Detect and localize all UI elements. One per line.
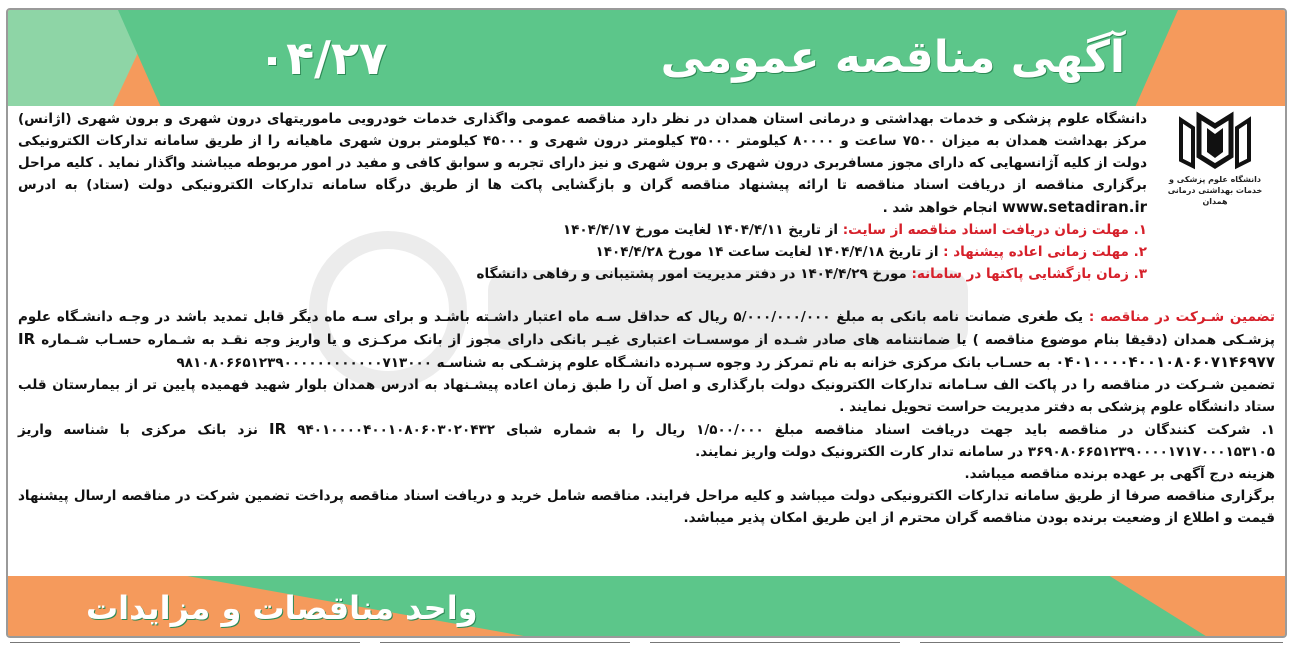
item-text: مورخ ۱۴۰۴/۴/۲۹ در دفتر مدیریت امور پشتیبانی و رفاهی دانشگاه	[476, 266, 907, 282]
item-label: ۲. مهلت زمانی اعاده پیشنهاد :	[943, 244, 1147, 260]
ad-code: ۰۴/۲۷	[258, 31, 388, 85]
fee-paragraph	[18, 418, 1275, 463]
note-line: هزینه درج آگهی بر عهده برنده مناقصه میباشد.	[964, 466, 1275, 482]
intro-text: دانشگاه علوم پزشکی و خدمات بهداشتی و درمانی استان همدان در نظر دارد مناقصه عمومی واگذاری خدمات خودرویی ماموریتهای درون شهری و برون شهری (اژانس) مرکز بهداشت همدان به میزان ۷۵۰۰ ساعت و ۸۰۰۰۰ کیلومتر ۳۵۰۰۰ کیلومتر درون شهری و ۴۵۰۰۰ کیلومتر برون شهری ماهیانه را از طریق سامانه تدارکات الکترونیکی دولت از کلیه آژانسهایی که دارای مجوز مسافربری درون شهری و برون شهری و نیز دارای تجربه و سوابق کافی و مفید در امور مربوطه میباشند واگذار نماید . کلیه مراحل برگزاری مناقصه از دریافت اسناد مناقصه تا ارائه پیشنهاد مناقصه گران و بازگشایی پاکت ها از طریق درگاه سامانه تدارکات الکترونیکی دولت (ستاد) به ادرس	[18, 111, 1147, 193]
fee-ir: IR	[269, 420, 287, 438]
setad-url-link[interactable]: www.setadiran.ir	[1001, 198, 1147, 216]
delivery-paragraph: تضمین شـرکت در مناقصه را در پاکت الف سـامانه تدارکات الکترونیک دولت بارگذاری و اصل آن را طبق زمان اعاده پیشـنهاد به ادرس همدان بلوار شهید فهمیده پایین تر از بیمارستان قلب ستاد دانشگاه علوم پزشکی به دفتر مدیریت حراست تحویل نمایند .	[18, 377, 1275, 415]
list-item	[18, 263, 1147, 285]
item-text: از تاریخ ۱۴۰۴/۴/۱۸ لغایت ساعت ۱۴ مورخ ۱۴۰۴/۴/۲۸	[595, 244, 939, 260]
guarantee-paragraph	[18, 306, 1275, 374]
intro-tail: انجام خواهد شد .	[882, 200, 998, 216]
item-text: از تاریخ ۱۴۰۴/۴/۱۱ لغایت مورخ ۱۴۰۴/۴/۱۷	[562, 222, 839, 238]
divider	[10, 642, 360, 643]
note-line: برگزاری مناقصه صرفا از طریق سامانه تدارکات الکترونیکی دولت میباشد و کلیه مراحل فرایند. مناقصه شامل خرید و دریافت اسناد مناقصه پرداخت تضمین شرکت در مناقصه ارسال پیشنهاد قیمت و اطلاع از وضعیت برنده بودن مناقصه گران محترم از این طریق امکان پذیر میباشد.	[18, 488, 1275, 526]
item-label: ۱. مهلت زمان دریافت اسناد مناقصه از سایت:	[842, 222, 1147, 238]
university-logo-icon	[1177, 110, 1253, 172]
intro-paragraph	[18, 108, 1147, 219]
account-code: IR ۰۴۰۱۰۰۰۰۴۰۰۱۰۸۰۶۰۷۱۴۶۹۷۷	[18, 330, 1275, 371]
item-label: ۳. زمان بازگشایی پاکتها در سامانه:	[911, 266, 1147, 282]
list-item	[18, 219, 1147, 241]
logo-caption-line2: خدمات بهداشتی درمانی همدان	[1167, 186, 1263, 206]
advertisement-frame	[6, 8, 1287, 638]
guarantee-text: یک طغری ضمانت نامه بانکی به مبلغ ۵/۰۰۰/۰۰۰/۰۰۰ ریال که حداقل سـه ماه اعتبار داشـته باشـد و برای سـه ماه دیگر قابل تمدید باشد در وجـه دانشـگاه علوم پزشـکی همدان (دقیقا بنام موضوع مناقصه ) یا ضمانتنامه های صادر شـده از موسسـات اعتباری غیـر بانکی دارای مجوز از بانک مرکـزی و یا واریز وجه نقـد به شـماره حسـاب شـماره	[18, 309, 1275, 348]
logo-caption	[1155, 174, 1275, 207]
divider	[920, 642, 1283, 643]
page-title: آگهی مناقصه عمومی	[660, 32, 1125, 83]
guarantee-label: تضمین شـرکت در مناقصه :	[1088, 309, 1275, 325]
divider	[650, 642, 900, 643]
guarantee-id: ۹۸۱۰۸۰۶۶۵۱۲۳۹۰۰۰۰۰۰۰۰۰۰۰۰۷۱۳۰۰۰	[176, 355, 432, 371]
intro-section	[18, 108, 1147, 285]
list-item	[18, 241, 1147, 263]
logo-caption-line1: دانشگاه علوم پزشکی و	[1169, 175, 1261, 184]
guarantee-text-2: به حسـاب بانک مرکزی خزانه به نام تمرکز رد وجوه سـپرده دانشـگاه علوم پزشـکی به شناسـه	[436, 355, 1051, 371]
fee-text-2: نزد بانک مرکزی با شناسه واریز ۳۶۹۰۸۰۶۶۵۱۲۳۹۰۰۰۰۱۷۱۷۰۰۰۱۵۳۱۰۵ در سامانه تدار کارت الکترونیک دولت واریز نمایند.	[18, 422, 1275, 460]
university-logo	[1155, 110, 1275, 210]
details-section	[18, 306, 1275, 529]
footer-title: واحد مناقصات و مزایدات	[86, 589, 478, 627]
fee-text: ۱. شرکت کنندگان در مناقصه باید جهت دریافت اسناد مناقصه مبلغ ۱/۵۰۰/۰۰۰ ریال را به شماره شبای ۹۴۰۱۰۰۰۰۴۰۰۱۰۸۰۶۰۳۰۲۰۴۳۲	[297, 422, 1276, 438]
divider	[380, 642, 630, 643]
